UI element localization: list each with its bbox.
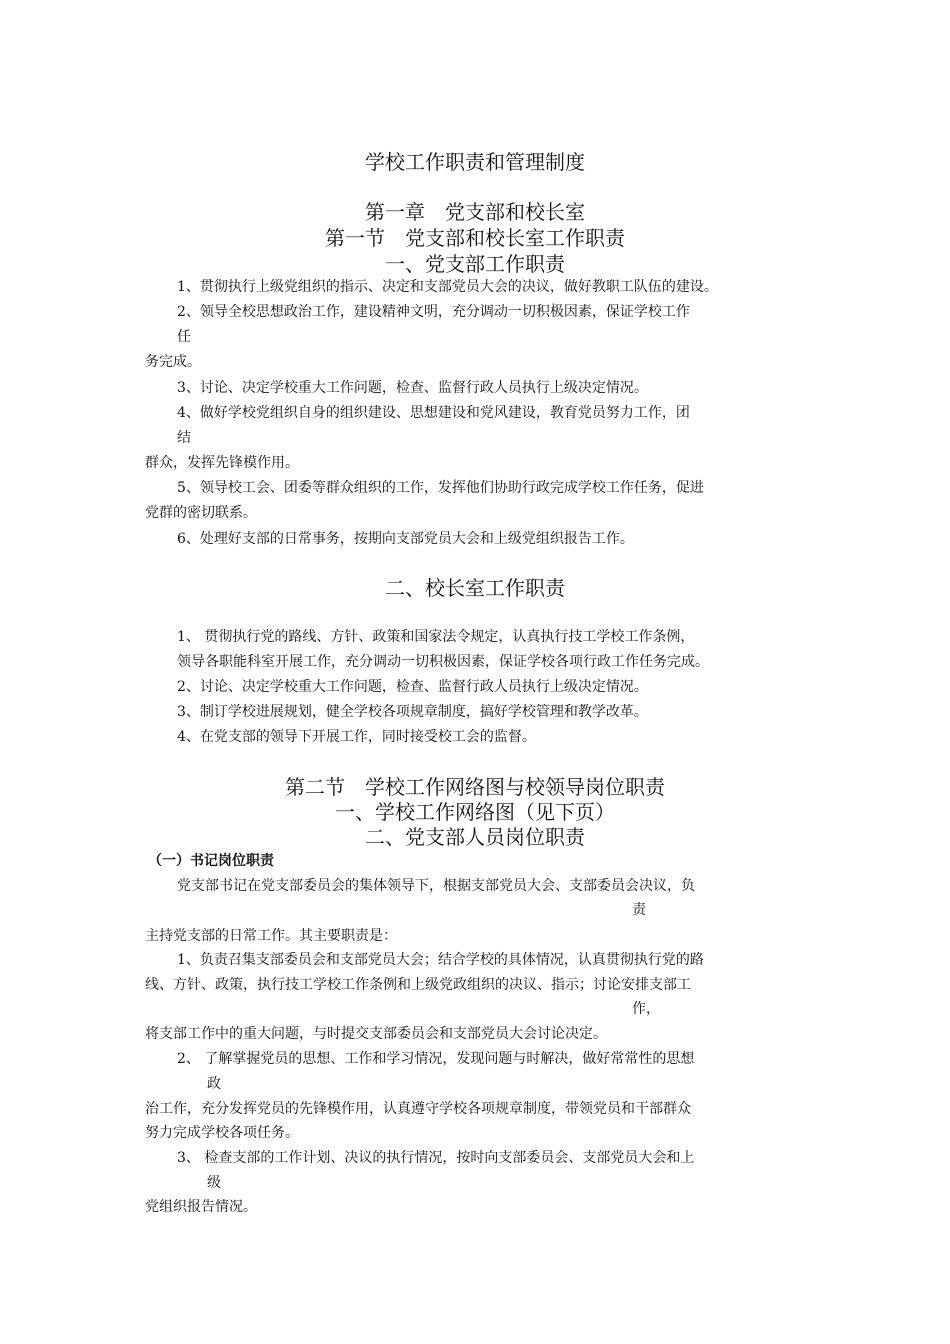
paragraph-line: 党支部书记在党支部委员会的集体领导下，根据支部党员大会、支部委员会决议，负 (177, 878, 695, 894)
paragraph-line: 4、做好学校党组织自身的组织建设、思想建设和党风建设，教育党员努力工作，团 (177, 405, 690, 421)
subheading-secretary-duties: （一）书记岗位职责 (148, 853, 274, 869)
paragraph-line: 3、 检查支部的工作计划、决议的执行情况，按时向支部委员会、支部党员大会和上 (177, 1150, 695, 1166)
paragraph-line: 1、贯彻执行上级党组织的指示、决定和支部党员大会的决议，做好教职工队伍的建设。 (177, 279, 718, 295)
paragraph-line: 将支部工作中的重大问题，与时提交支部委员会和支部党员大会讨论决定。 (145, 1026, 607, 1042)
paragraph-line: 群众，发挥先锋模作用。 (145, 455, 299, 471)
subheading-network-chart: 一、学校工作网络图（见下页） (335, 800, 615, 824)
paragraph-line: 责 (632, 902, 646, 918)
paragraph-line: 务完成。 (145, 354, 201, 370)
paragraph-line: 4、在党支部的领导下开展工作，同时接受校工会的监督。 (177, 729, 536, 745)
section-heading-2: 第二节 学校工作网络图与校领导岗位职责 (285, 775, 665, 799)
subheading-staff-duties: 二、党支部人员岗位职责 (365, 825, 585, 849)
paragraph-line: 1、负责召集支部委员会和支部党员大会；结合学校的具体情况，认真贯彻执行党的路 (177, 952, 704, 968)
paragraph-line: 治工作，充分发挥党员的先锋模作用，认真遵守学校各项规章制度，带领党员和干部群众 (145, 1101, 691, 1117)
paragraph-line: 2、 了解掌握党员的思想、工作和学习情况，发现问题与时解决，做好常常性的思想 (177, 1051, 695, 1067)
paragraph-line: 3、制订学校进展规划，健全学校各项规章制度，搞好学校管理和教学改革。 (177, 704, 648, 720)
section-heading-1: 第一节 党支部和校长室工作职责 (325, 226, 625, 250)
paragraph-line: 政 (207, 1076, 221, 1092)
paragraph-line: 党群的密切联系。 (145, 505, 257, 521)
document-title: 学校工作职责和管理制度 (365, 150, 585, 174)
paragraph-line: 线、方针、政策，执行技工学校工作条例和上级党政组织的决议、指示；讨论安排支部工 (145, 977, 691, 993)
paragraph-line: 作， (632, 1001, 660, 1017)
paragraph-line: 2、领导全校思想政治工作，建设精神文明，充分调动一切积极因素，保证学校工作 (177, 304, 690, 320)
paragraph-line: 主持党支部的日常工作。其主要职责是： (145, 928, 397, 944)
paragraph-line: 努力完成学校各项任务。 (145, 1125, 299, 1141)
paragraph-line: 任 (177, 329, 191, 345)
paragraph-line: 6、处理好支部的日常事务，按期向支部党员大会和上级党组织报告工作。 (177, 531, 634, 547)
paragraph-line: 党组织报告情况。 (145, 1199, 257, 1215)
paragraph-line: 级 (207, 1175, 221, 1191)
paragraph-line: 5、领导校工会、团委等群众组织的工作，发挥他们协助行政完成学校工作任务，促进 (177, 480, 704, 496)
subheading-party-duties: 一、党支部工作职责 (385, 252, 565, 276)
subheading-principal-duties: 二、校长室工作职责 (385, 576, 565, 600)
paragraph-line: 1、 贯彻执行党的路线、方针、政策和国家法令规定，认真执行技工学校工作条例， (177, 629, 695, 645)
paragraph-line: 领导各职能科室开展工作，充分调动一切积极因素，保证学校各项行政工作任务完成。 (177, 654, 709, 670)
paragraph-line: 2、讨论、决定学校重大工作问题，检查、监督行政人员执行上级决定情况。 (177, 679, 648, 695)
paragraph-line: 3、讨论、决定学校重大工作问题，检查、监督行政人员执行上级决定情况。 (177, 380, 648, 396)
paragraph-line: 结 (177, 430, 191, 446)
chapter-heading: 第一章 党支部和校长室 (365, 200, 585, 224)
